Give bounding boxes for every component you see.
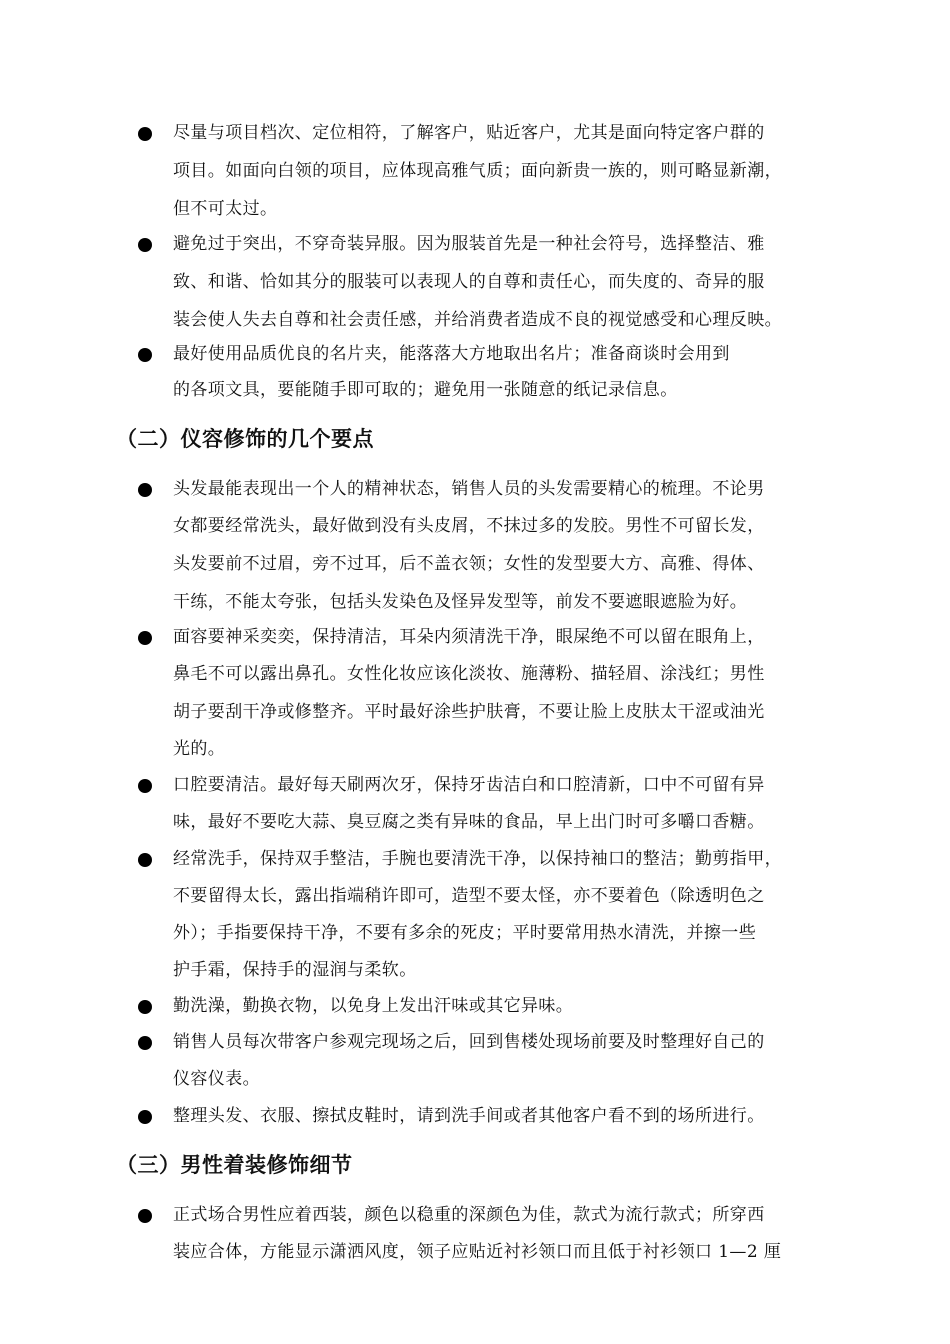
list-item-text: 口腔要清洁。最好每天刷两次牙，保持牙齿洁白和口腔清新，口中不可留有异 [173, 775, 765, 795]
bullet-icon [138, 631, 152, 645]
list-item-text: 正式场合男性应着西装，颜色以稳重的深颜色为佳，款式为流行款式；所穿西 [173, 1205, 765, 1225]
list-item-text: 致、和谐、恰如其分的服装可以表现人的自尊和责任心，而失度的、奇异的服 [173, 272, 765, 292]
list-item-text: 护手霜，保持手的湿润与柔软。 [173, 960, 417, 980]
list-item-text: 的各项文具，要能随手即可取的；避免用一张随意的纸记录信息。 [173, 380, 678, 400]
bullet-icon [138, 348, 152, 362]
bullet-icon [138, 1036, 152, 1050]
list-item-text: 勤洗澡，勤换衣物，以免身上发出汗味或其它异味。 [173, 996, 574, 1016]
list-item-text: 经常洗手，保持双手整洁，手腕也要清洗干净，以保持袖口的整洁；勤剪指甲， [173, 849, 782, 869]
section-heading: （二）仪容修饰的几个要点 [116, 427, 374, 451]
list-item-text: 整理头发、衣服、擦拭皮鞋时，请到洗手间或者其他客户看不到的场所进行。 [173, 1106, 765, 1126]
bullet-icon [138, 1110, 152, 1124]
list-item-text: 头发要前不过眉，旁不过耳，后不盖衣领；女性的发型要大方、高雅、得体、 [173, 554, 765, 574]
list-item-text: 头发最能表现出一个人的精神状态，销售人员的头发需要精心的梳理。不论男 [173, 479, 765, 499]
list-item-text: 干练，不能太夸张，包括头发染色及怪异发型等，前发不要遮眼遮脸为好。 [173, 592, 748, 612]
section-heading: （三）男性着装修饰细节 [116, 1153, 353, 1177]
list-item-text: 仪容仪表。 [173, 1069, 260, 1089]
list-item-text: 胡子要刮干净或修整齐。平时最好涂些护肤膏，不要让脸上皮肤太干涩或油光 [173, 702, 765, 722]
list-item-text: 光的。 [173, 739, 226, 759]
list-item-text: 女都要经常洗头，最好做到没有头皮屑，不抹过多的发胶。男性不可留长发， [173, 516, 765, 536]
bullet-icon [138, 238, 152, 252]
bullet-icon [138, 127, 152, 141]
bullet-icon [138, 483, 152, 497]
list-item-text: 装会使人失去自尊和社会责任感，并给消费者造成不良的视觉感受和心理反映。 [173, 310, 782, 330]
bullet-icon [138, 1000, 152, 1014]
list-item-text: 外）；手指要保持干净，不要有多余的死皮；平时要常用热水清洗，并擦一些 [173, 923, 757, 943]
list-item-text: 最好使用品质优良的名片夹，能落落大方地取出名片；准备商谈时会用到 [173, 344, 730, 364]
list-item-text: 味，最好不要吃大蒜、臭豆腐之类有异味的食品，早上出门时可多嚼口香糖。 [173, 812, 765, 832]
list-item-text: 不要留得太长，露出指端稍许即可，造型不要太怪，亦不要着色（除透明色之 [173, 886, 765, 906]
bullet-icon [138, 853, 152, 867]
bullet-icon [138, 1209, 152, 1223]
bullet-icon [138, 779, 152, 793]
list-item-text: 鼻毛不可以露出鼻孔。女性化妆应该化淡妆、施薄粉、描轻眉、涂浅红；男性 [173, 664, 765, 684]
list-item-text: 避免过于突出，不穿奇装异服。因为服装首先是一种社会符号，选择整洁、雅 [173, 234, 765, 254]
list-item-text: 但不可太过。 [173, 199, 278, 219]
list-item-text: 装应合体，方能显示潇洒风度，领子应贴近衬衫领口而且低于衬衫领口 1—2 厘 [173, 1242, 782, 1262]
list-item-text: 尽量与项目档次、定位相符，了解客户，贴近客户，尤其是面向特定客户群的 [173, 123, 765, 143]
list-item-text: 销售人员每次带客户参观完现场之后，回到售楼处现场前要及时整理好自己的 [173, 1032, 765, 1052]
list-item-text: 项目。如面向白领的项目，应体现高雅气质；面向新贵一族的，则可略显新潮， [173, 161, 782, 181]
list-item-text: 面容要神采奕奕，保持清洁，耳朵内须清洗干净，眼屎绝不可以留在眼角上， [173, 627, 765, 647]
